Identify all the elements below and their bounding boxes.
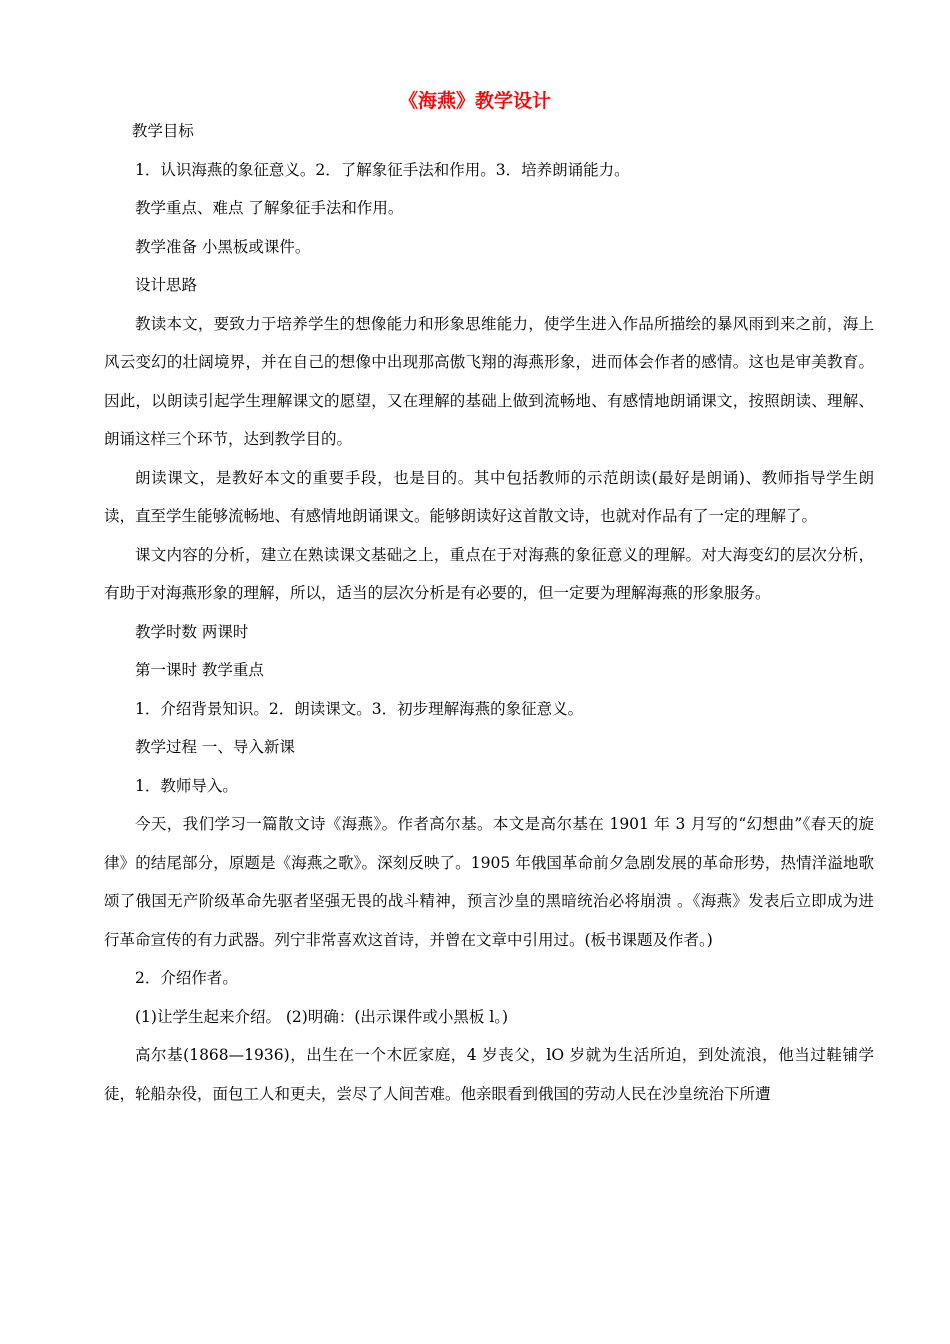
- paragraph-teacher-intro: 1．教师导入。: [135, 776, 238, 795]
- paragraph-first-lesson-points: 1．介绍背景知识。2．朗读课文。3．初步理解海燕的象征意义。: [135, 699, 584, 718]
- document-body: [104, 112, 874, 1113]
- heading-design-ideas: 设计思路: [135, 276, 198, 294]
- paragraph-author-intro: 2．介绍作者。: [135, 969, 238, 987]
- paragraph-key-points: 教学重点、难点 了解象征手法和作用。: [135, 199, 404, 217]
- paragraph-analysis: 课文内容的分析，建立在熟读课文基础之上，重点在于对海燕的象征意义的理解。对大海变幻的层次分析，有助于对海燕形象的理解，所以，适当的层次分析是有必要的，但一定要为理解海燕的形象服务。: [104, 545, 874, 602]
- paragraph-process: 教学过程 一、导入新课: [135, 738, 295, 756]
- paragraph-first-lesson: 第一课时 教学重点: [135, 661, 264, 679]
- paragraph-background: 今天，我们学习一篇散文诗《海燕》。作者高尔基。本文是高尔基在 1901 年 3 月写的“幻想曲”《春天的旋律》的结尾部分，原题是《海燕之歌》。深刻反映了。1905 年俄国革命前夕急剧发展的革命形势，热情洋溢地歌颂了俄国无产阶级革命先驱者坚强无畏的战斗精神，预言沙皇的黑暗统治必将崩溃 。《海燕》发表后立即成为进行革命宣传的有力武器。列宁非常喜欢这首诗，并曾在文章中引用过。(板书课题及作者。): [104, 815, 874, 949]
- paragraph-gorky-bio: 高尔基(1868—1936)，出生在一个木匠家庭，4 岁丧父，lO 岁就为生活所迫，到处流浪，他当过鞋铺学徒，轮船杂役，面包工人和更夫，尝尽了人间苦难。他亲眼看到俄国的劳动人民在沙皇统治下所遭: [104, 1046, 874, 1103]
- paragraph-goals-list: 1．认识海燕的象征意义。2．了解象征手法和作用。3．培养朗诵能力。: [135, 160, 630, 179]
- paragraph-reading: 朗读课文，是教好本文的重要手段，也是目的。其中包括教师的示范朗读(最好是朗诵)、教师指导学生朗读，直至学生能够流畅地、有感情地朗诵课文。能够朗读好这首散文诗，也就对作品有了一定的理解了。: [104, 468, 874, 525]
- paragraph-preparation: 教学准备 小黑板或课件。: [135, 237, 311, 256]
- paragraph-design-ideas: 教读本文，要致力于培养学生的想像能力和形象思维能力，使学生进入作品所描绘的暴风雨到来之前，海上风云变幻的壮阔境界，并在自己的想像中出现那高傲飞翔的海燕形象，进而体会作者的感情。这也是审美教育。因此，以朗读引起学生理解课文的愿望，又在理解的基础上做到流畅地、有感情地朗诵课文，按照朗读、理解、朗诵这样三个环节，达到教学目的。: [104, 314, 874, 448]
- paragraph-class-hours: 教学时数 两课时: [135, 622, 249, 641]
- paragraph-author-steps: (1)让学生起来介绍。 (2)明确：(出示课件或小黑板 l。): [135, 1007, 509, 1026]
- document-title: 《海燕》教学设计: [398, 90, 551, 112]
- heading-teaching-goals: 教学目标: [131, 122, 194, 140]
